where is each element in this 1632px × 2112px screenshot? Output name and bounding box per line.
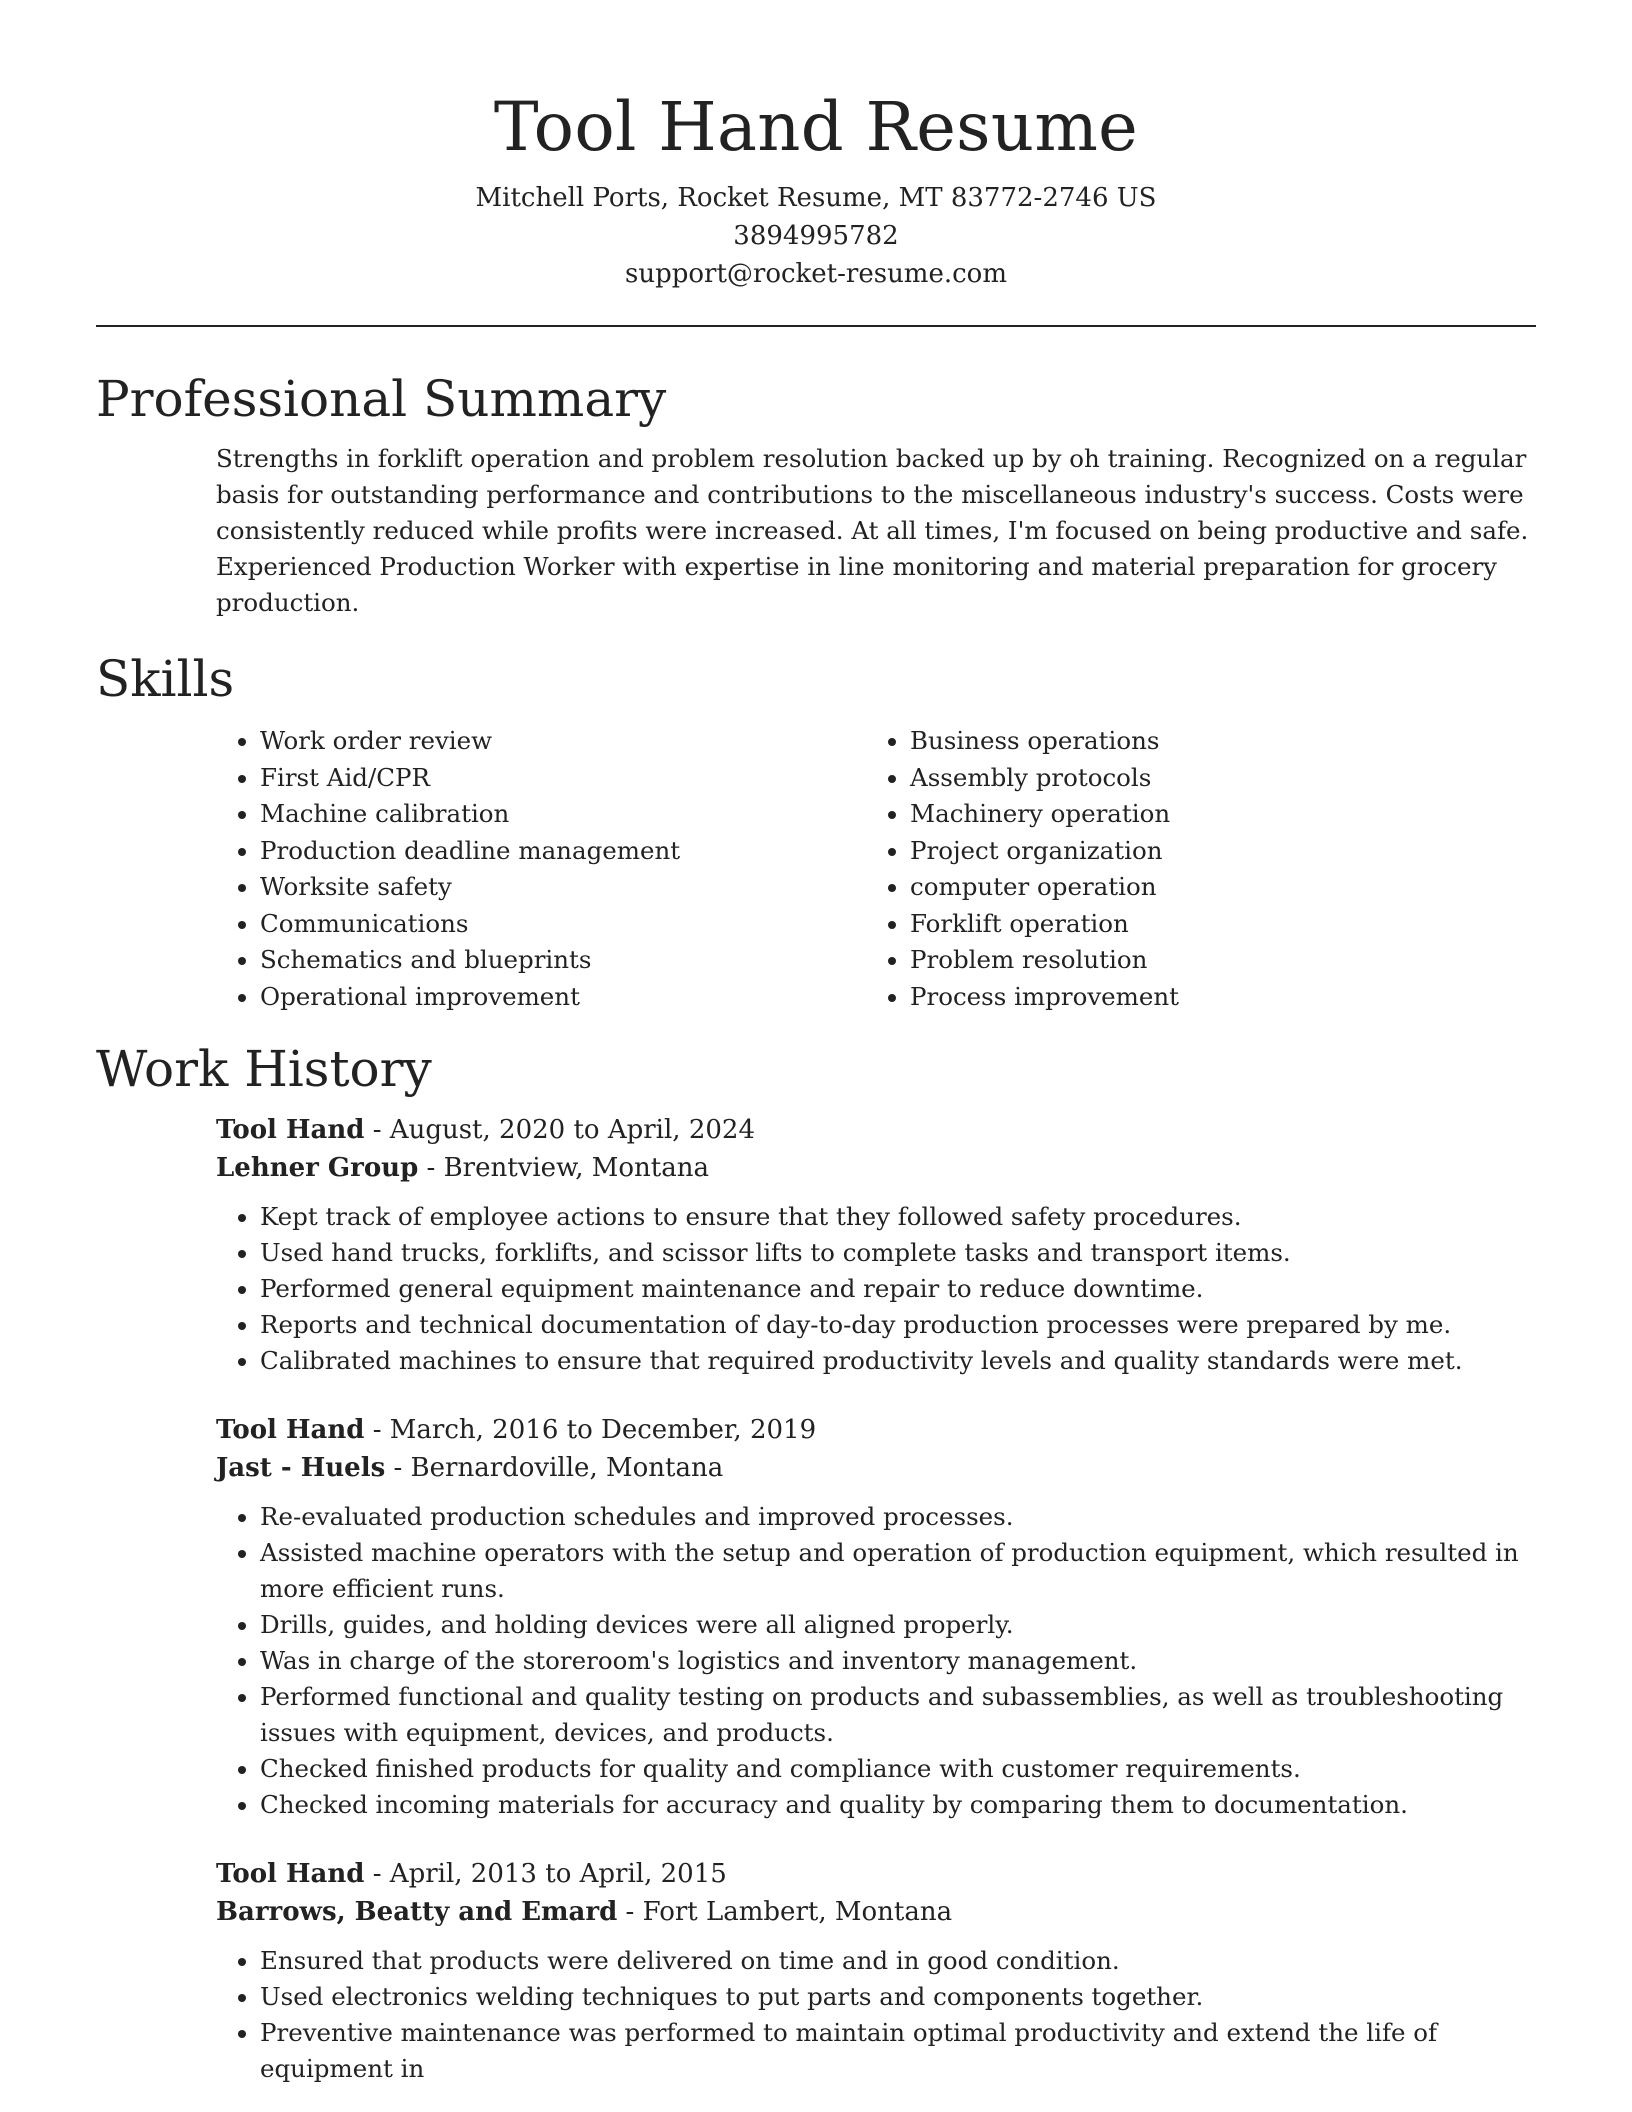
- job-bullet: • Checked finished products for quality and compliance with customer requirements.: [260, 1751, 1536, 1787]
- job-bullet: • Performed functional and quality testing on products and subassemblies, as well as troubleshooting issues with equipment, devices, and products.: [260, 1679, 1536, 1751]
- skill-item: • Forklift operation: [910, 906, 1516, 943]
- job-dates: - August, 2020 to April, 2024: [364, 1115, 756, 1145]
- summary-heading: Professional Summary: [96, 370, 667, 428]
- job-title: Tool Hand: [216, 1859, 365, 1889]
- job-location: - Brentview, Montana: [418, 1153, 709, 1183]
- job-company: Jast - Huels: [216, 1453, 386, 1483]
- skills-heading: Skills: [96, 650, 235, 708]
- skill-item: • Schematics and blueprints: [260, 942, 866, 979]
- contact-email: support@rocket-resume.com: [624, 259, 1007, 289]
- skills-column-left: [216, 723, 866, 1015]
- job-company-line: [216, 1893, 1536, 1931]
- job-bullet: • Kept track of employee actions to ensure that they followed safety procedures.: [260, 1199, 1536, 1235]
- job-entry: [216, 1411, 1536, 1823]
- job-bullets: [216, 1499, 1536, 1823]
- job-title-line: [216, 1855, 1536, 1893]
- skill-item: • Project organization: [910, 833, 1516, 870]
- contact-phone: 3894995782: [733, 221, 899, 251]
- skill-item: • Worksite safety: [260, 869, 866, 906]
- skill-item: • Process improvement: [910, 979, 1516, 1016]
- skill-item: • Production deadline management: [260, 833, 866, 870]
- job-company-line: [216, 1149, 1536, 1187]
- job-bullet: • Performed general equipment maintenance and repair to reduce downtime.: [260, 1271, 1536, 1307]
- job-title-line: [216, 1111, 1536, 1149]
- job-bullet: • Checked incoming materials for accuracy and quality by comparing them to documentation.: [260, 1787, 1536, 1823]
- job-title: Tool Hand: [216, 1415, 365, 1445]
- job-bullet: • Ensured that products were delivered on time and in good condition.: [260, 1943, 1536, 1979]
- job-bullet: • Used hand trucks, forklifts, and scissor lifts to complete tasks and transport items.: [260, 1235, 1536, 1271]
- skill-item: • Machinery operation: [910, 796, 1516, 833]
- job-bullet: • Was in charge of the storeroom's logistics and inventory management.: [260, 1643, 1536, 1679]
- job-title-line: [216, 1411, 1536, 1449]
- job-company: Lehner Group: [216, 1153, 419, 1183]
- job-title: Tool Hand: [216, 1115, 365, 1145]
- skill-item: • Business operations: [910, 723, 1516, 760]
- skills-column-right: [866, 723, 1516, 1015]
- job-dates: - April, 2013 to April, 2015: [364, 1859, 727, 1889]
- skill-item: • Communications: [260, 906, 866, 943]
- work-history-heading: Work History: [96, 1040, 432, 1098]
- job-bullet: • Assisted machine operators with the setup and operation of production equipment, which resulted in more efficient runs.: [260, 1535, 1536, 1607]
- skill-item: • Work order review: [260, 723, 866, 760]
- job-entry: [216, 1855, 1536, 2087]
- skill-item: • Assembly protocols: [910, 760, 1516, 797]
- header-divider: [96, 325, 1536, 327]
- job-location: - Fort Lambert, Montana: [617, 1897, 953, 1927]
- job-bullet: • Used electronics welding techniques to put parts and components together.: [260, 1979, 1536, 2015]
- job-company: Barrows, Beatty and Emard: [216, 1897, 618, 1927]
- job-company-line: [216, 1449, 1536, 1487]
- job-bullet: • Drills, guides, and holding devices were all aligned properly.: [260, 1607, 1536, 1643]
- job-bullets: [216, 1199, 1536, 1379]
- job-entry: [216, 1111, 1536, 1379]
- skill-item: • computer operation: [910, 869, 1516, 906]
- skill-item: • Operational improvement: [260, 979, 866, 1016]
- job-bullet: • Calibrated machines to ensure that required productivity levels and quality standards were met.: [260, 1343, 1536, 1379]
- resume-title: Tool Hand Resume: [493, 88, 1139, 166]
- job-location: - Bernardoville, Montana: [385, 1453, 724, 1483]
- job-bullets: [216, 1943, 1536, 2087]
- contact-block: [96, 179, 1536, 293]
- job-bullet: • Reports and technical documentation of day-to-day production processes were prepared by me.: [260, 1307, 1536, 1343]
- skills-list: [216, 723, 1536, 1015]
- job-bullet: • Re-evaluated production schedules and improved processes.: [260, 1499, 1536, 1535]
- skill-item: • First Aid/CPR: [260, 760, 866, 797]
- job-dates: - March, 2016 to December, 2019: [364, 1415, 817, 1445]
- skill-item: • Problem resolution: [910, 942, 1516, 979]
- job-bullet: • Preventive maintenance was performed to maintain optimal productivity and extend the life of equipment in: [260, 2015, 1536, 2087]
- skill-item: • Machine calibration: [260, 796, 866, 833]
- contact-address: Mitchell Ports, Rocket Resume, MT 83772-2746 US: [475, 183, 1157, 213]
- summary-text: Strengths in forklift operation and problem resolution backed up by oh training. Recognized on a regular basis for outstanding performance and contributions to the miscellaneous industry's success. Costs were consistently reduced while profits were increased. At all times, I'm focused on being productive and safe. Experienced Production Worker with expertise in line monitoring and material preparation for grocery production.: [216, 444, 1529, 617]
